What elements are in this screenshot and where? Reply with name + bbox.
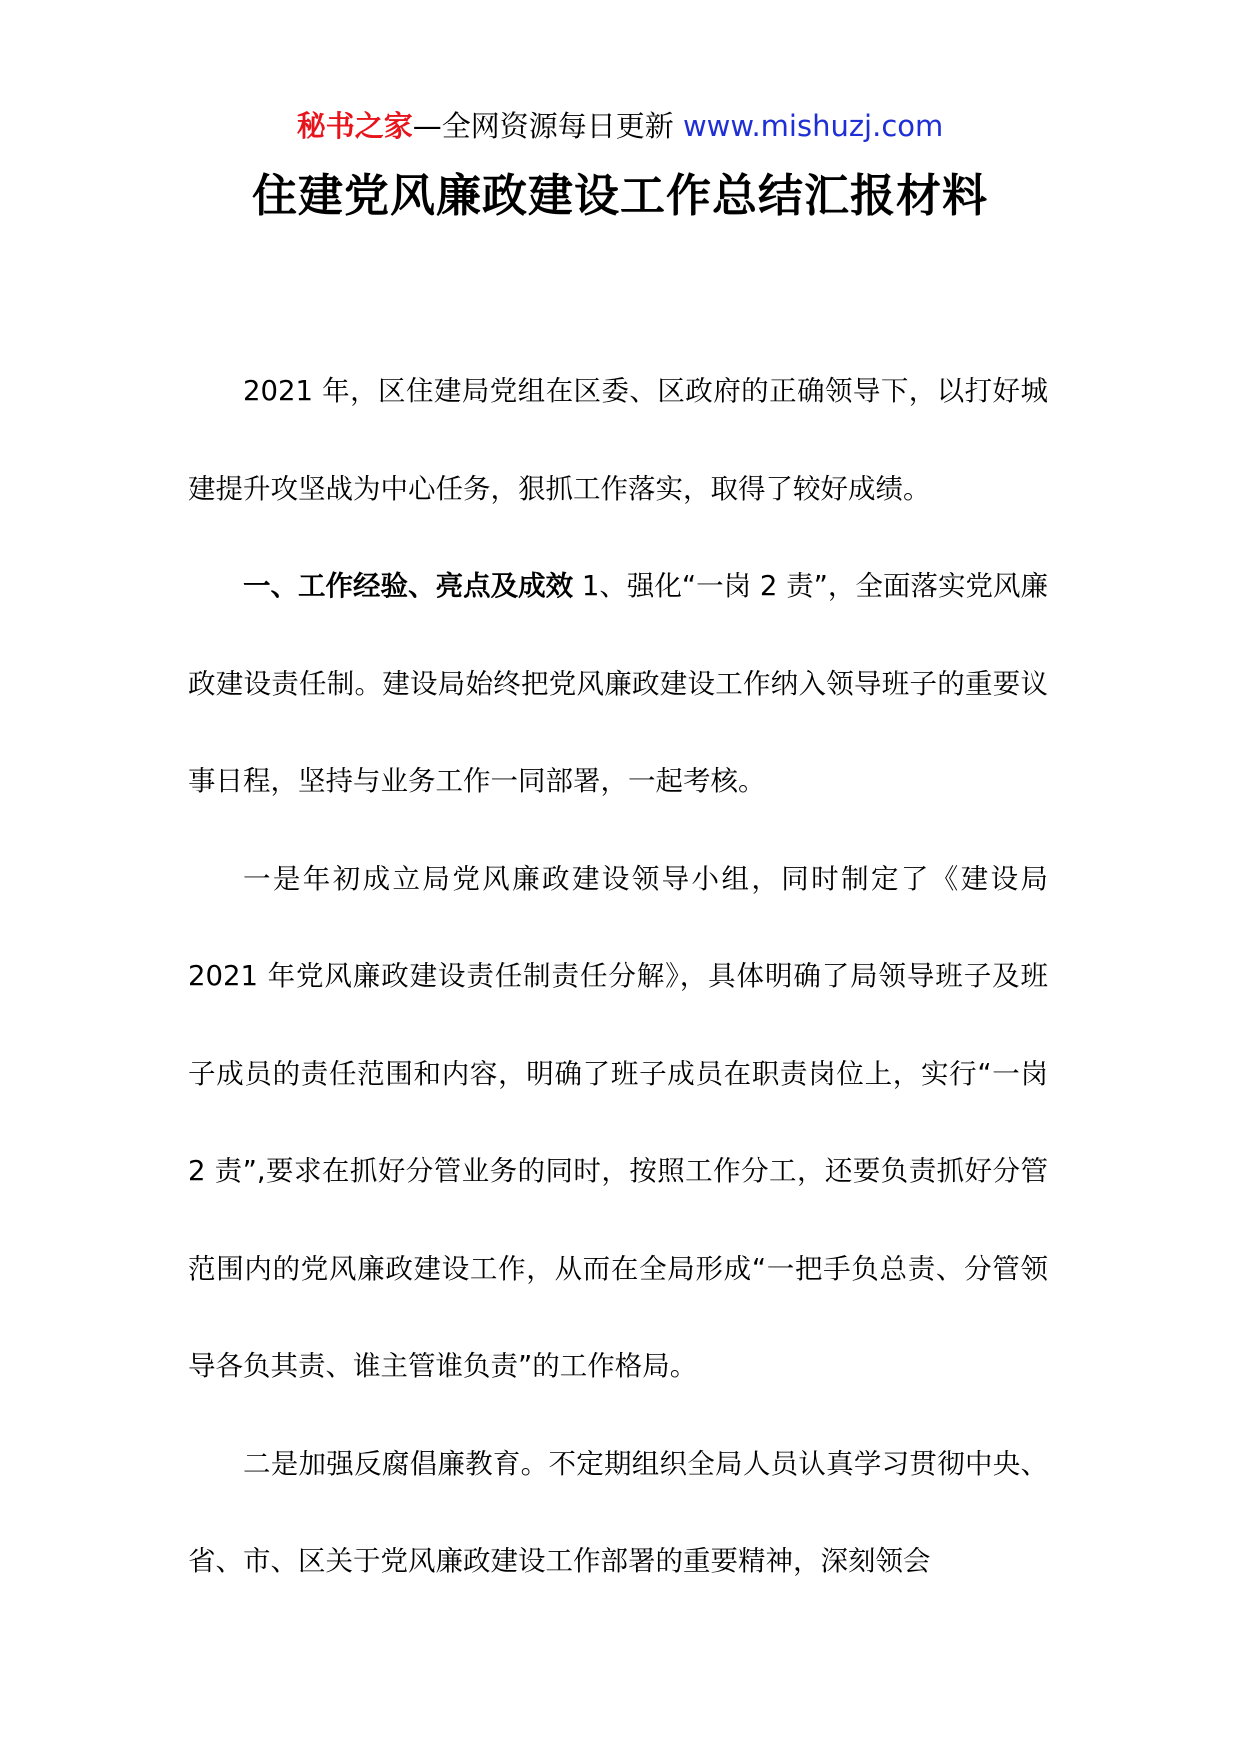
brand-name: 秘书之家 — [296, 109, 413, 143]
paragraph-section-one — [188, 538, 1048, 831]
paragraph-text: 二是加强反腐倡廉教育。不定期组织全局人员认真学习贯彻中央、省、市、区关于党风廉政建设工作部署的重要精神，深刻领会 — [188, 1447, 1048, 1577]
paragraph-text: 2021 年，区住建局党组在区委、区政府的正确领导下，以打好城建提升攻坚战为中心任务，狠抓工作落实，取得了较好成绩。 — [188, 375, 1048, 505]
site-url-link[interactable]: www.mishuzj.com — [682, 109, 944, 143]
paragraph-intro — [188, 343, 1048, 538]
header-tagline: —全网资源每日更新 — [412, 109, 683, 143]
paragraph-text: 1、强化“一岗 2 责”，全面落实党风廉政建设责任制。建设局始终把党风廉政建设工作纳入领导班子的重要议事日程，坚持与业务工作一同部署，一起考核。 — [188, 570, 1048, 797]
document-body — [188, 343, 1048, 1611]
paragraph-text: 一是年初成立局党风廉政建设领导小组，同时制定了《建设局 2021 年党风廉政建设责任制责任分解》，具体明确了局领导班子及班子成员的责任范围和内容，明确了班子成员在职责岗位上，实行“一岗 2 责”,要求在抓好分管业务的同时，按照工作分工，还要负责抓好分管范围内的党风廉政建设工作，从而在全局形成“一把手负总责、分管领导各负其责、谁主管谁负责”的工作格局。 — [188, 862, 1048, 1382]
section-heading: 一、工作经验、亮点及成效 — [243, 570, 574, 602]
document-title: 住建党风廉政建设工作总结汇报材料 — [251, 169, 988, 222]
paragraph-point-two — [188, 1416, 1048, 1611]
site-header — [0, 104, 1240, 148]
paragraph-point-one — [188, 831, 1048, 1416]
